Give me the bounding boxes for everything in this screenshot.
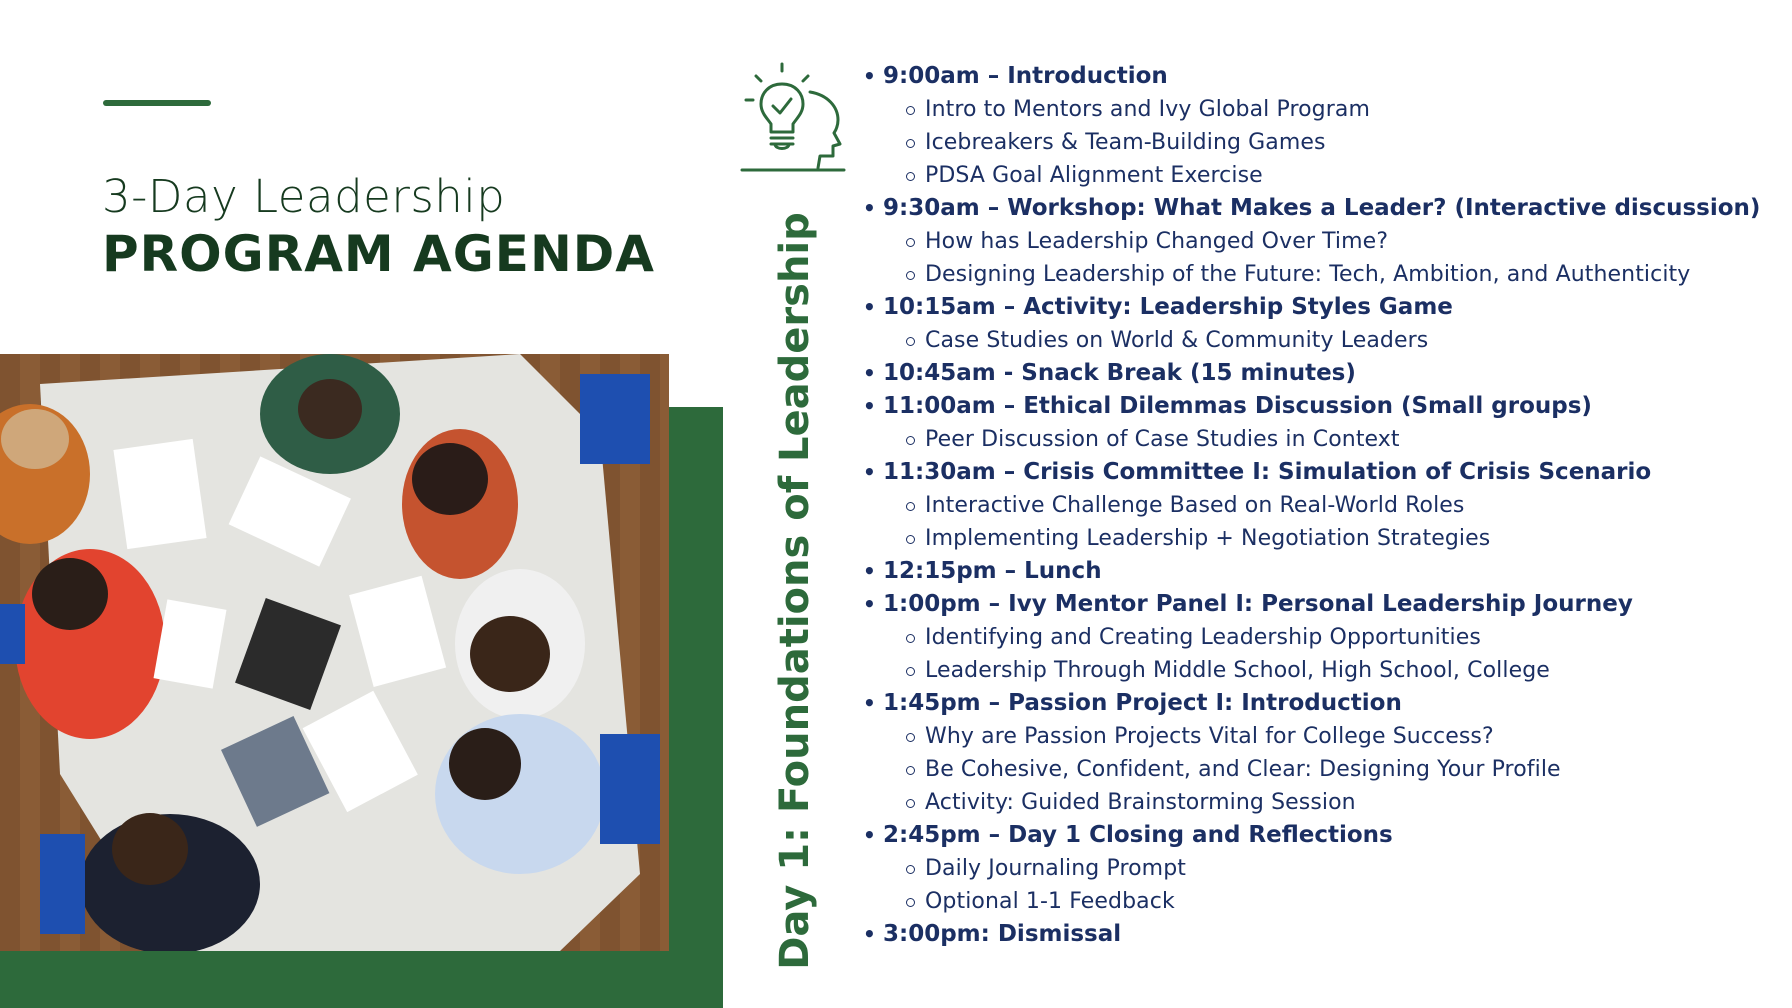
agenda-subitem-label: Leadership Through Middle School, High School, College [925,658,1550,683]
bullet-icon: • [863,361,876,385]
agenda-item [862,291,1774,324]
team-meeting-photo [0,354,669,951]
agenda-item-label: 1:45pm – Passion Project I: Introduction [883,690,1402,716]
circle-bullet-icon [906,238,915,247]
agenda-item-label: 2:45pm – Day 1 Closing and Reflections [883,822,1393,848]
agenda-item [862,588,1774,621]
bullet-icon: • [863,64,876,88]
agenda-item-label: 1:00pm – Ivy Mentor Panel I: Personal Leadership Journey [883,591,1633,617]
agenda-subitem [862,258,1774,291]
agenda-subitem-label: Implementing Leadership + Negotiation Strategies [925,526,1491,551]
agenda-subitem-label: Interactive Challenge Based on Real-World Roles [925,493,1465,518]
circle-bullet-icon [906,634,915,643]
bullet-icon: • [863,460,876,484]
agenda-subitem-label: Designing Leadership of the Future: Tech, Ambition, and Authenticity [925,262,1691,287]
agenda-item-label: 3:00pm: Dismissal [883,921,1122,947]
agenda-item-label: 10:15am – Activity: Leadership Styles Game [883,294,1453,320]
agenda-subitem [862,159,1774,192]
agenda-item [862,60,1774,93]
bullet-icon: • [863,196,876,220]
agenda-item [862,192,1774,225]
agenda-item-label: 9:00am – Introduction [883,63,1168,89]
circle-bullet-icon [906,106,915,115]
circle-bullet-icon [906,865,915,874]
circle-bullet-icon [906,799,915,808]
circle-bullet-icon [906,139,915,148]
agenda-item [862,555,1774,588]
green-bottom-band [0,951,723,1008]
circle-bullet-icon [906,733,915,742]
page-title: PROGRAM AGENDA [102,225,655,283]
agenda-subitem-label: Peer Discussion of Case Studies in Context [925,427,1400,452]
agenda-subitem [862,225,1774,258]
agenda-item [862,390,1774,423]
bullet-icon: • [863,394,876,418]
circle-bullet-icon [906,502,915,511]
agenda-item [862,819,1774,852]
circle-bullet-icon [906,535,915,544]
accent-line [103,100,211,106]
lightbulb-head-icon [740,62,846,174]
agenda-subitem [862,489,1774,522]
bullet-icon: • [863,295,876,319]
circle-bullet-icon [906,172,915,181]
bullet-icon: • [863,922,876,946]
agenda-subitem [862,786,1774,819]
agenda-subitem-label: Case Studies on World & Community Leaders [925,328,1429,353]
agenda-subitem-label: Activity: Guided Brainstorming Session [925,790,1356,815]
agenda-subitem [862,621,1774,654]
agenda-subitem [862,720,1774,753]
day-label-container [760,211,830,970]
agenda-item [862,918,1774,951]
agenda-item [862,456,1774,489]
day-label: Day 1: Foundations of Leadership [772,211,818,970]
agenda-item-label: 12:15pm – Lunch [883,558,1102,584]
agenda-item-label: 11:30am – Crisis Committee I: Simulation of Crisis Scenario [883,459,1652,485]
agenda-subitem [862,93,1774,126]
bullet-icon: • [863,823,876,847]
agenda-subitem-label: Be Cohesive, Confident, and Clear: Designing Your Profile [925,757,1561,782]
bullet-icon: • [863,592,876,616]
agenda-item-label: 11:00am – Ethical Dilemmas Discussion (Small groups) [883,393,1592,419]
circle-bullet-icon [906,898,915,907]
agenda-item [862,687,1774,720]
circle-bullet-icon [906,271,915,280]
title-subheading: 3-Day Leadership [102,170,506,223]
agenda-subitem [862,753,1774,786]
agenda-item-label: 10:45am - Snack Break (15 minutes) [883,360,1356,386]
agenda-subitem [862,423,1774,456]
agenda-subitem [862,885,1774,918]
agenda-subitem-label: Identifying and Creating Leadership Opportunities [925,625,1481,650]
agenda-subitem-label: PDSA Goal Alignment Exercise [925,163,1263,188]
agenda-subitem [862,522,1774,555]
bullet-icon: • [863,559,876,583]
agenda-subitem-label: How has Leadership Changed Over Time? [925,229,1389,254]
bullet-icon: • [863,691,876,715]
agenda-subitem-label: Why are Passion Projects Vital for College Success? [925,724,1494,749]
circle-bullet-icon [906,667,915,676]
agenda-subitem [862,654,1774,687]
agenda-item-label: 9:30am – Workshop: What Makes a Leader? (Interactive discussion) [883,195,1761,221]
agenda-subitem-label: Optional 1-1 Feedback [925,889,1175,914]
agenda-item [862,357,1774,390]
agenda-subitem-label: Icebreakers & Team-Building Games [925,130,1326,155]
agenda-list [862,60,1774,951]
agenda-subitem-label: Daily Journaling Prompt [925,856,1186,881]
agenda-subitem [862,126,1774,159]
circle-bullet-icon [906,337,915,346]
circle-bullet-icon [906,766,915,775]
agenda-subitem [862,852,1774,885]
agenda-subitem [862,324,1774,357]
agenda-subitem-label: Intro to Mentors and Ivy Global Program [925,97,1370,122]
circle-bullet-icon [906,436,915,445]
